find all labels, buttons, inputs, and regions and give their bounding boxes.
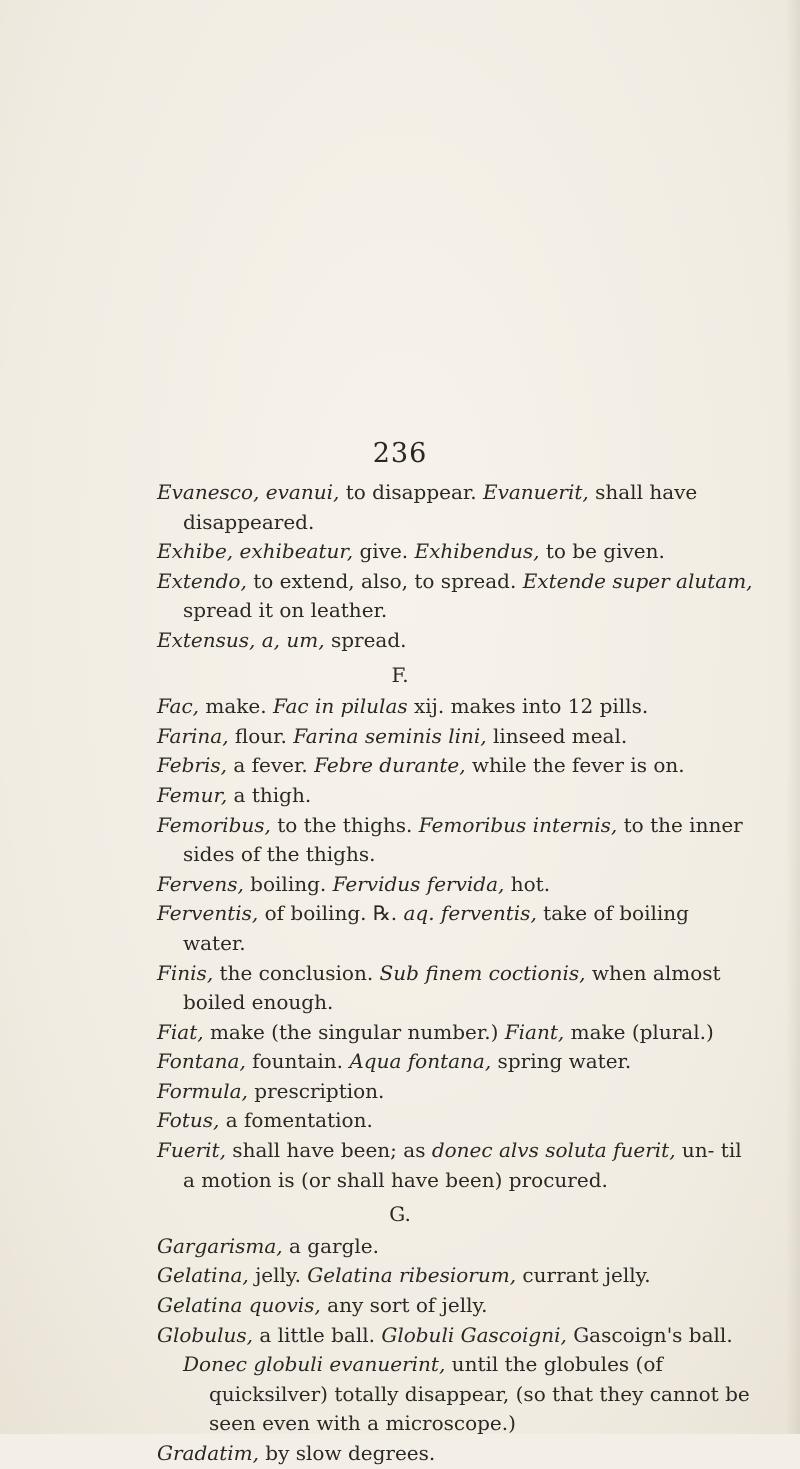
definition: make (plural.) xyxy=(564,1019,714,1044)
section-heading-f: F. xyxy=(391,662,409,687)
section-heading-g: G. xyxy=(389,1202,411,1227)
definition: spread it on leather. xyxy=(183,598,388,623)
section-f xyxy=(0,692,800,1195)
latin-term: Extendo, xyxy=(157,568,247,593)
latin-term: Evanesco, evanui, xyxy=(157,480,340,504)
glossary-entry xyxy=(157,1321,753,1351)
glossary-entry xyxy=(157,1439,753,1469)
latin-term: aq. ferventis, xyxy=(403,901,537,926)
latin-term: Fotus, xyxy=(157,1108,220,1133)
glossary-entry xyxy=(157,478,753,537)
definition: xij. makes into 12 pills. xyxy=(407,694,649,719)
latin-term: Gargarisma, xyxy=(157,1233,283,1258)
latin-term: Gelatina ribesiorum, xyxy=(307,1263,517,1288)
latin-term: Gelatina, xyxy=(157,1263,249,1288)
latin-term: Gradatim, xyxy=(157,1441,259,1465)
latin-term: Exhibe, exhibeatur, xyxy=(157,539,354,564)
definition: a fomentation. xyxy=(219,1108,373,1133)
definition: spring water. xyxy=(491,1049,632,1074)
definition: make (the singular number.) xyxy=(203,1019,505,1044)
latin-term: Fac, xyxy=(157,694,200,719)
glossary-entry xyxy=(157,959,753,1018)
latin-term: Fervens, xyxy=(157,871,244,896)
definition: a gargle. xyxy=(282,1233,379,1258)
latin-term: Farina, xyxy=(157,723,229,748)
definition: take of boiling water. xyxy=(183,901,689,955)
latin-term: Femur, xyxy=(157,782,228,807)
glossary-entry xyxy=(157,1018,753,1048)
glossary-entry xyxy=(157,567,753,626)
section-e xyxy=(0,478,800,656)
definition: of boiling. ℞. xyxy=(258,901,404,926)
definition: a thigh. xyxy=(227,782,312,807)
definition: prescription. xyxy=(247,1078,385,1103)
definition: a fever. xyxy=(227,753,315,778)
latin-term: Febris, xyxy=(157,753,227,778)
glossary-entry xyxy=(157,692,753,722)
definition: spread. xyxy=(324,627,407,652)
latin-term: Finis, xyxy=(157,960,214,985)
definition: a little ball. xyxy=(253,1322,382,1347)
definition: to disappear. xyxy=(339,480,483,504)
latin-term: Fac in pilulas xyxy=(272,694,408,719)
definition: hot. xyxy=(504,871,551,896)
latin-term: Aqua fontana, xyxy=(349,1049,492,1074)
latin-term: Donec globuli evanuerint, xyxy=(183,1352,446,1377)
latin-term: donec alvs soluta fuerit, xyxy=(431,1138,676,1163)
glossary-entry xyxy=(157,870,753,900)
definition: the conclusion. xyxy=(213,960,380,985)
glossary-text xyxy=(0,478,800,1469)
definition: un- til a motion is (or shall have been) procured. xyxy=(183,1138,742,1192)
latin-term: Fiat, xyxy=(157,1019,204,1044)
latin-term: Farina seminis lini, xyxy=(293,723,487,748)
glossary-entry xyxy=(157,1106,753,1136)
glossary-entry xyxy=(183,1350,753,1439)
glossary-entry xyxy=(157,1136,753,1195)
latin-term: Globulus, xyxy=(157,1322,253,1347)
definition: currant jelly. xyxy=(516,1263,651,1288)
definition: when almost boiled enough. xyxy=(183,960,721,1015)
glossary-entry xyxy=(157,1261,753,1291)
glossary-entry xyxy=(157,781,753,811)
latin-term: Extende super alutam, xyxy=(522,568,753,593)
definition: to extend, also, to spread. xyxy=(246,568,523,593)
glossary-entry xyxy=(157,626,753,656)
latin-term: Exhibendus, xyxy=(414,539,540,564)
glossary-entry xyxy=(157,722,753,752)
latin-term: Fiant, xyxy=(504,1019,565,1044)
latin-term: Febre durante, xyxy=(314,753,466,778)
latin-term: Fervidus fervida, xyxy=(332,871,505,896)
definition: linseed meal. xyxy=(486,723,628,748)
glossary-entry xyxy=(157,537,753,567)
latin-term: Gelatina quovis, xyxy=(157,1293,321,1318)
glossary-entry xyxy=(157,1232,753,1262)
definition: flour. xyxy=(228,723,294,748)
definition: while the fever is on. xyxy=(465,753,685,778)
definition: Gascoign's ball. xyxy=(566,1322,733,1347)
glossary-entry xyxy=(157,751,753,781)
definition: fountain. xyxy=(245,1049,350,1074)
definition: give. xyxy=(353,539,415,564)
latin-term: Femoribus internis, xyxy=(418,812,618,837)
latin-term: Fontana, xyxy=(157,1049,246,1074)
glossary-entry xyxy=(157,811,753,870)
definition: make. xyxy=(199,694,273,719)
latin-term: Globuli Gascoigni, xyxy=(381,1322,567,1347)
definition: to the inner sides of the thighs. xyxy=(183,812,743,867)
glossary-entry xyxy=(157,1077,753,1107)
definition: shall have disappeared. xyxy=(183,480,698,534)
latin-term: Femoribus, xyxy=(157,812,271,837)
definition: by slow degrees. xyxy=(258,1441,436,1465)
glossary-entry xyxy=(157,1047,753,1077)
latin-term: Evanuerit, xyxy=(482,480,589,504)
definition: until the globules (of quicksilver) totally disappear, (so that they cannot be seen even with a microscope.) xyxy=(209,1352,750,1436)
definition: to be given. xyxy=(539,539,665,564)
glossary-entry xyxy=(157,899,753,958)
latin-term: Extensus, a, um, xyxy=(157,627,325,652)
definition: to the thighs. xyxy=(270,812,419,837)
definition: shall have been; as xyxy=(225,1138,432,1163)
latin-term: Fuerit, xyxy=(157,1138,226,1163)
page-number: 236 xyxy=(372,438,428,469)
definition: any sort of jelly. xyxy=(320,1293,488,1318)
latin-term: Formula, xyxy=(157,1078,248,1103)
definition: jelly. xyxy=(248,1263,308,1288)
latin-term: Sub finem coctionis, xyxy=(379,960,586,985)
section-g xyxy=(0,1232,800,1469)
definition: boiling. xyxy=(243,871,333,896)
glossary-entry xyxy=(157,1291,753,1321)
latin-term: Ferventis, xyxy=(157,901,259,926)
